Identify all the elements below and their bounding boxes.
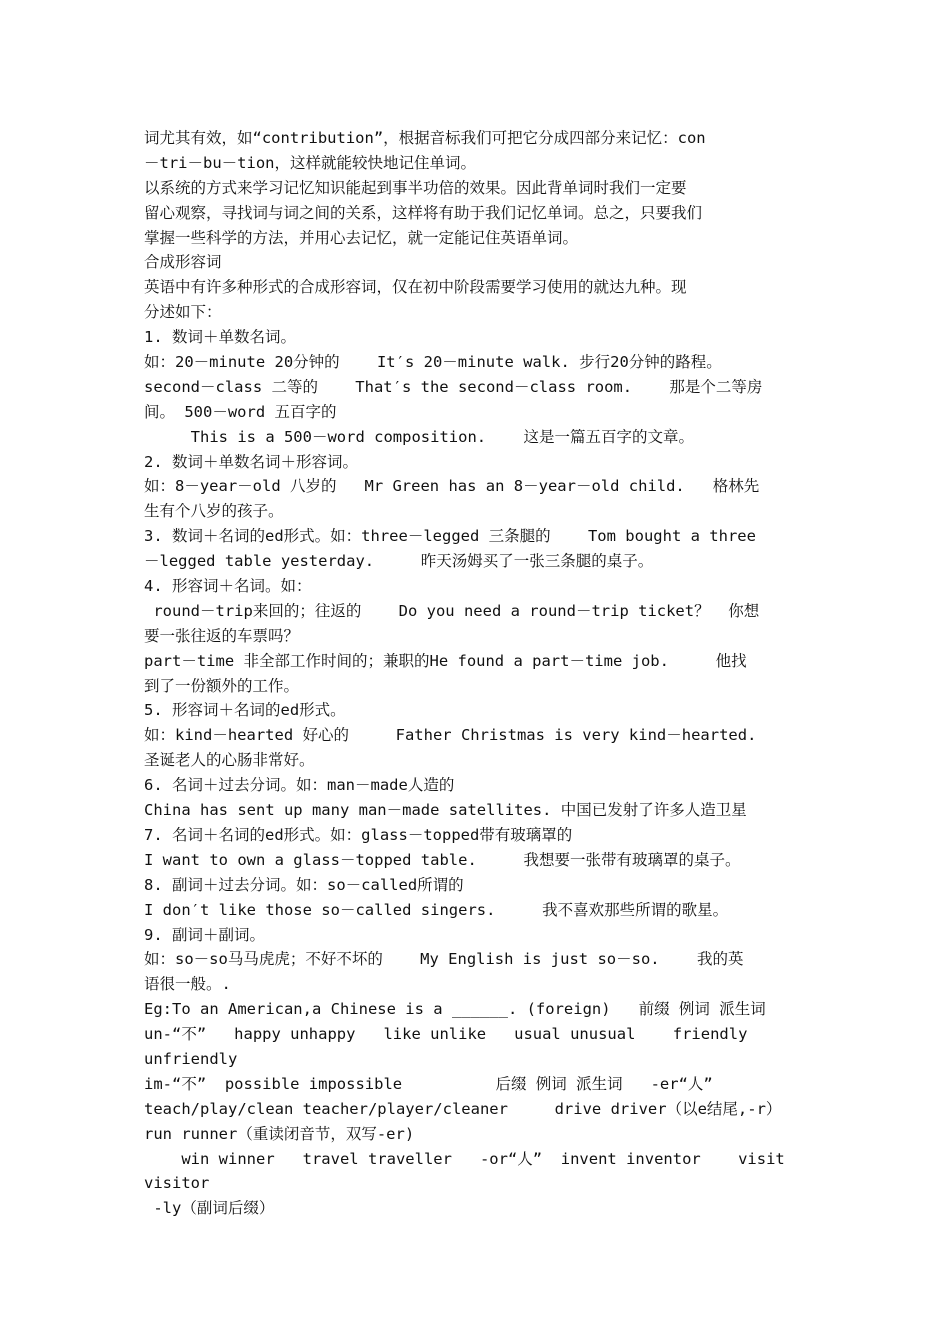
text-line: Eg:To an American,a Chinese is a ______. (foreign) 前缀 例词 派生词: [144, 1000, 766, 1019]
text-line: run runner（重读闭音节，双写-er): [144, 1124, 415, 1143]
text-line: 语很一般。.: [144, 975, 231, 994]
text-line: 5. 形容词＋名词的ed形式。: [144, 701, 346, 720]
text-line: －legged table yesterday. 昨天汤姆买了一张三条腿的桌子。: [144, 552, 654, 571]
text-line: teach/play/clean teacher/player/cleaner drive driver（以e结尾,-r）: [144, 1099, 782, 1118]
text-line: round－trip来回的；往返的 Do you need a round－trip ticket？ 你想: [144, 601, 760, 620]
text-line: 要一张往返的车票吗？: [144, 626, 300, 645]
text-line: I want to own a glass－topped table. 我想要一张带有玻璃罩的桌子。: [144, 850, 741, 869]
text-line: 词尤其有效，如“contribution”，根据音标我们可把它分成四部分来记忆：con: [144, 129, 706, 147]
text-line: I don′t like those so－called singers. 我不喜欢那些所谓的歌星。: [144, 900, 729, 919]
text-line: 合成形容词: [144, 253, 222, 272]
text-line: This is a 500－word composition. 这是一篇五百字的文章。: [144, 427, 694, 446]
text-line: China has sent up many man－made satellites. 中国已发射了许多人造卫星: [144, 801, 747, 820]
text-line: 3. 数词＋名词的ed形式。如：three－legged 三条腿的 Tom bought a three: [144, 527, 756, 546]
text-line: 间。 500－word 五百字的: [144, 402, 337, 421]
text-line: 生有个八岁的孩子。: [144, 502, 284, 521]
text-line: 8. 副词＋过去分词。如：so－called所谓的: [144, 875, 464, 894]
document-body: [144, 126, 809, 1221]
text-line: 如：8－year－old 八岁的 Mr Green has an 8－year－old child. 格林先: [144, 477, 760, 496]
text-line: 分述如下：: [144, 303, 222, 322]
text-line: 2. 数词＋单数名词＋形容词。: [144, 452, 358, 471]
text-line: 6. 名词＋过去分词。如：man－made人造的: [144, 776, 455, 795]
text-line: 留心观察，寻找词与词之间的关系，这样将有助于我们记忆单词。总之，只要我们: [144, 203, 703, 222]
text-line: second－class 二等的 That′s the second－class room. 那是个二等房: [144, 377, 763, 396]
text-line: 如：20－minute 20分钟的 It′s 20－minute walk. 步行20分钟的路程。: [144, 353, 722, 372]
text-line: 9. 副词＋副词。: [144, 925, 265, 944]
text-line: 以系统的方式来学习记忆知识能起到事半功倍的效果。因此背单词时我们一定要: [144, 178, 687, 197]
text-line: 1. 数词＋单数名词。: [144, 328, 296, 347]
text-line: 如：kind－hearted 好心的 Father Christmas is very kind－hearted.: [144, 726, 757, 745]
text-line: 英语中有许多种形式的合成形容词，仅在初中阶段需要学习使用的就达九种。现: [144, 278, 687, 297]
text-line: 4. 形容词＋名词。如：: [144, 577, 312, 596]
text-line: im-“不” possible impossible 后缀 例词 派生词 -er“人”: [144, 1074, 713, 1093]
text-line: unfriendly: [144, 1049, 238, 1068]
text-line: 到了一份额外的工作。: [144, 676, 300, 695]
text-line: un-“不” happy unhappy like unlike usual unusual friendly: [144, 1025, 748, 1044]
text-line: 如：so－so马马虎虎；不好不坏的 My English is just so－so. 我的英: [144, 950, 744, 969]
text-line: 圣诞老人的心肠非常好。: [144, 751, 315, 770]
text-line: part－time 非全部工作时间的；兼职的He found a part－time job. 他找: [144, 651, 747, 670]
text-line: visitor: [144, 1174, 210, 1193]
text-line: -ly（副词后缀）: [144, 1199, 275, 1218]
text-line: win winner travel traveller -or“人” invent inventor visit: [144, 1149, 785, 1168]
text-line: 掌握一些科学的方法，并用心去记忆，就一定能记住英语单词。: [144, 228, 579, 247]
text-line: 7. 名词＋名词的ed形式。如：glass－topped带有玻璃罩的: [144, 825, 573, 844]
text-line: －tri－bu－tion，这样就能较快地记住单词。: [144, 153, 476, 172]
